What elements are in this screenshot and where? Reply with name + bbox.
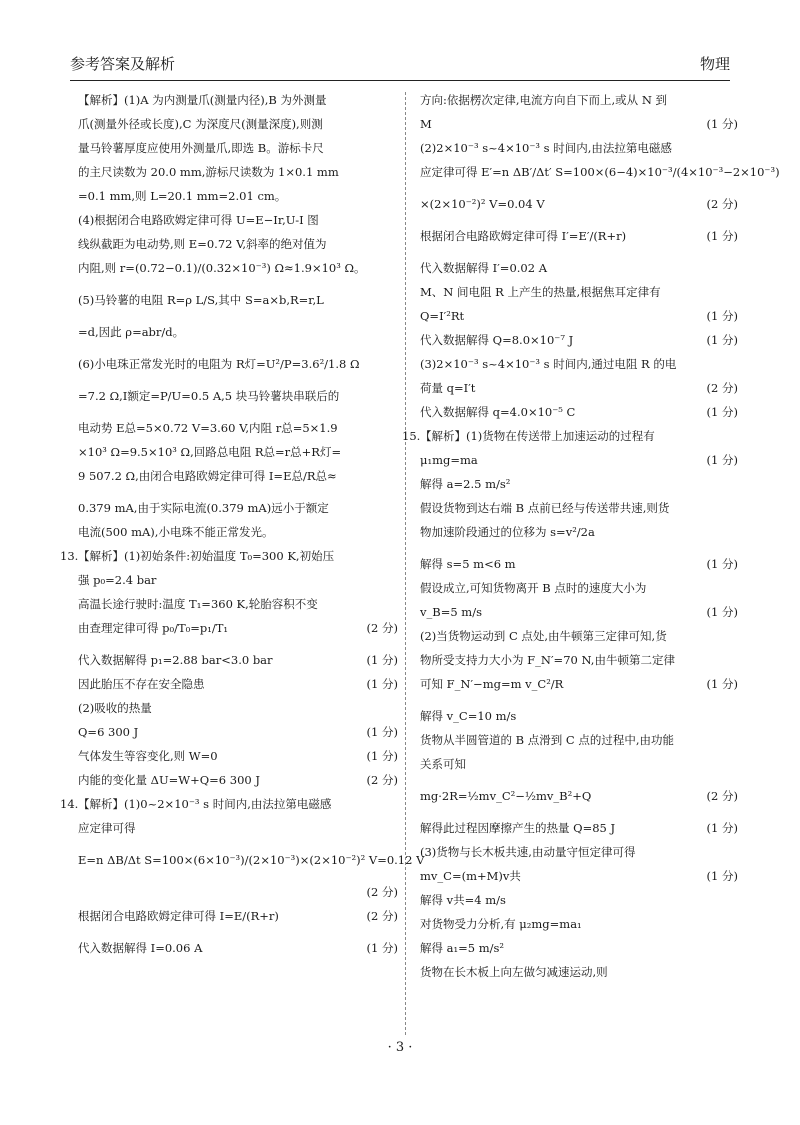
text-line [78, 116, 398, 132]
line-text: =0.1 mm,则 L=20.1 mm=2.01 cm。 [78, 189, 287, 203]
text-line [420, 356, 738, 372]
line-text: 因此胎压不存在安全隐患 [78, 677, 205, 691]
score: (2 分) [366, 909, 398, 923]
text-line [420, 652, 738, 668]
text-line [78, 188, 398, 204]
line-text: 代入数据解得 Q=8.0×10⁻⁷ J [420, 333, 574, 347]
line-text: 0.379 mA,由于实际电流(0.379 mA)远小于额定 [78, 501, 329, 515]
text-line [420, 380, 738, 396]
text-line [420, 140, 738, 156]
line-text: 【解析】(1)初始条件:初始温度 T₀=300 K,初始压 [78, 549, 335, 563]
line-text: 解得 a=2.5 m/s² [420, 477, 511, 491]
header-subject: 物理 [699, 55, 730, 73]
line-text: 荷量 q=I′t [420, 381, 476, 395]
score: (2 分) [706, 789, 738, 803]
line-text: 代入数据解得 I′=0.02 A [420, 261, 548, 275]
text-line [78, 852, 425, 868]
column-divider [405, 92, 406, 1035]
text-line [420, 844, 738, 860]
score: (2 分) [706, 381, 738, 395]
text-line [420, 604, 738, 620]
text-line [78, 652, 398, 668]
line-text: 根据闭合电路欧姆定律可得 I=E/(R+r) [78, 909, 279, 923]
text-line [78, 940, 398, 956]
header-title: 参考答案及解析 [70, 55, 176, 73]
line-text: 内阻,则 r=(0.72−0.1)/(0.32×10⁻³) Ω≈1.9×10³ Ω。 [78, 261, 366, 275]
line-text: (4)根据闭合电路欧姆定律可得 U=E−Ir,U-I 图 [78, 213, 319, 227]
line-text: 线纵截距为电动势,则 E=0.72 V,斜率的绝对值为 [78, 237, 327, 251]
text-line [78, 260, 398, 276]
line-text: 代入数据解得 p₁=2.88 bar<3.0 bar [78, 653, 273, 667]
page-number: · 3 · [387, 1040, 413, 1055]
score: (1 分) [706, 117, 738, 131]
text-line [420, 556, 738, 572]
line-text: (5)马铃薯的电阻 R=ρ L/S,其中 S=a×b,R=r,L [78, 293, 324, 307]
score: (1 分) [366, 725, 398, 739]
text-line [420, 196, 738, 212]
line-text: 强 p₀=2.4 bar [78, 573, 157, 587]
line-text: 方向:依据楞次定律,电流方向自下而上,或从 N 到 [420, 93, 668, 107]
line-text: M [420, 117, 432, 131]
line-text: 【解析】(1)0~2×10⁻³ s 时间内,由法拉第电磁感 [78, 797, 332, 811]
text-line [420, 500, 738, 516]
text-line [78, 500, 398, 516]
text-line [420, 284, 738, 300]
line-text: Q=6 300 J [78, 725, 139, 739]
text-line [420, 868, 738, 884]
line-text: 代入数据解得 I=0.06 A [78, 941, 203, 955]
line-text: 可知 F_N′−mg=m v_C²/R [420, 677, 564, 691]
text-line [78, 444, 398, 460]
text-line [420, 332, 738, 348]
text-line [420, 964, 738, 980]
line-text: 假设成立,可知货物离开 B 点时的速度大小为 [420, 581, 647, 595]
line-text: mv_C=(m+M)v共 [420, 869, 521, 883]
text-line [78, 620, 398, 636]
text-line [420, 476, 738, 492]
line-text: 的主尺读数为 20.0 mm,游标尺读数为 1×0.1 mm [78, 165, 339, 179]
line-text: 【解析】(1)货物在传送带上加速运动的过程有 [420, 429, 655, 443]
text-line [78, 884, 398, 900]
line-text: 解得 s=5 m<6 m [420, 557, 516, 571]
score: (1 分) [706, 333, 738, 347]
line-text: 应定律可得 [78, 821, 136, 835]
line-text: 【解析】(1)A 为内测量爪(测量内径),B 为外测量 [78, 93, 327, 107]
score: (2 分) [366, 773, 398, 787]
score: (1 分) [366, 677, 398, 691]
line-text: M、N 间电阻 R 上产生的热量,根据焦耳定律有 [420, 285, 661, 299]
score: (1 分) [706, 605, 738, 619]
text-line [420, 708, 738, 724]
text-line [420, 260, 738, 276]
line-text: 应定律可得 E′=n ΔB′/Δt′ S=100×(6−4)×10⁻³/(4×10⁻³−2×10⁻³) [420, 165, 780, 179]
text-line [420, 916, 738, 932]
text-line [78, 140, 398, 156]
text-line [78, 212, 398, 228]
line-text: mg·2R=½mv_C²−½mv_B²+Q [420, 789, 592, 803]
text-line [78, 236, 398, 252]
line-text: (3)2×10⁻³ s~4×10⁻³ s 时间内,通过电阻 R 的电 [420, 357, 677, 371]
line-text: (2)当货物运动到 C 点处,由牛顿第三定律可知,货 [420, 629, 667, 643]
text-line [420, 788, 738, 804]
text-line [420, 524, 738, 540]
text-line [420, 756, 738, 772]
text-line [78, 572, 398, 588]
line-text: 关系可知 [420, 757, 466, 771]
score: (1 分) [366, 749, 398, 763]
text-line [420, 116, 738, 132]
text-line [420, 404, 738, 420]
score: (1 分) [706, 677, 738, 691]
line-text: 内能的变化量 ΔU=W+Q=6 300 J [78, 773, 260, 787]
text-line [420, 308, 738, 324]
score: (1 分) [366, 653, 398, 667]
line-text: 物加速阶段通过的位移为 s=v²/2a [420, 525, 595, 539]
line-text: 物所受支持力大小为 F_N′=70 N,由牛顿第二定律 [420, 653, 675, 667]
right-column [402, 92, 780, 988]
line-text: ×10³ Ω=9.5×10³ Ω,回路总电阻 R总=r总+R灯= [78, 445, 342, 459]
line-text: 解得 a₁=5 m/s² [420, 941, 505, 955]
line-text: =7.2 Ω,I额定=P/U=0.5 A,5 块马铃薯块串联后的 [78, 389, 340, 403]
text-line [78, 748, 398, 764]
score: (1 分) [706, 453, 738, 467]
line-text: 根据闭合电路欧姆定律可得 I′=E′/(R+r) [420, 229, 627, 243]
line-text: 爪(测量外径或长度),C 为深度尺(测量深度),则测 [78, 117, 323, 131]
line-text: (2)2×10⁻³ s~4×10⁻³ s 时间内,由法拉第电磁感 [420, 141, 672, 155]
text-line [420, 820, 738, 836]
text-line [78, 724, 398, 740]
score: (1 分) [706, 405, 738, 419]
line-text: ×(2×10⁻²)² V=0.04 V [420, 197, 545, 211]
text-line [78, 524, 398, 540]
text-line [78, 820, 398, 836]
text-line [78, 324, 398, 340]
text-line [420, 676, 738, 692]
score: (2 分) [706, 197, 738, 211]
score: (1 分) [706, 869, 738, 883]
score: (1 分) [706, 229, 738, 243]
text-line [78, 468, 398, 484]
line-text: 假设货物到达右端 B 点前已经与传送带共速,则货 [420, 501, 670, 515]
text-line [78, 292, 398, 308]
text-line [420, 892, 738, 908]
text-line [60, 548, 398, 564]
line-text: 货物从半圆管道的 B 点滑到 C 点的过程中,由功能 [420, 733, 675, 747]
score: (2 分) [366, 621, 398, 635]
line-text: 由查理定律可得 p₀/T₀=p₁/T₁ [78, 621, 229, 635]
line-text: 货物在长木板上向左做匀减速运动,则 [420, 965, 608, 979]
line-text: E=n ΔB/Δt S=100×(6×10⁻³)/(2×10⁻³)×(2×10⁻²)² V=0.12 V [78, 853, 425, 867]
text-line [402, 428, 738, 444]
text-line [420, 92, 738, 108]
question-number: 15. [402, 429, 421, 443]
line-text: 代入数据解得 q=4.0×10⁻⁵ C [420, 405, 576, 419]
question-number: 14. [60, 797, 79, 811]
score: (1 分) [706, 309, 738, 323]
line-text: 电流(500 mA),小电珠不能正常发光。 [78, 525, 274, 539]
text-line [420, 228, 738, 244]
line-text: Q=I′²Rt [420, 309, 465, 323]
line-text: (6)小电珠正常发光时的电阻为 R灯=U²/P=3.6²/1.8 Ω [78, 357, 360, 371]
text-line [420, 580, 738, 596]
score: (1 分) [706, 821, 738, 835]
line-text: 解得此过程因摩擦产生的热量 Q=85 J [420, 821, 616, 835]
page-header [70, 50, 730, 81]
text-line [420, 164, 780, 180]
text-line [78, 92, 398, 108]
text-line [78, 388, 398, 404]
score: (1 分) [706, 557, 738, 571]
score: (1 分) [366, 941, 398, 955]
line-text: 气体发生等容变化,则 W=0 [78, 749, 218, 763]
line-text: 高温长途行驶时:温度 T₁=360 K,轮胎容积不变 [78, 597, 318, 611]
text-line [78, 772, 398, 788]
text-line [78, 700, 398, 716]
question-number: 13. [60, 549, 79, 563]
line-text: (3)货物与长木板共速,由动量守恒定律可得 [420, 845, 636, 859]
text-line [78, 420, 398, 436]
line-text: 电动势 E总=5×0.72 V=3.60 V,内阻 r总=5×1.9 [78, 421, 338, 435]
text-line [420, 732, 738, 748]
line-text: v_B=5 m/s [420, 605, 482, 619]
text-line [420, 940, 738, 956]
line-text: =d,因此 ρ=abr/d。 [78, 325, 185, 339]
text-line [60, 796, 398, 812]
line-text: 对货物受力分析,有 μ₂mg=ma₁ [420, 917, 582, 931]
text-line [78, 356, 398, 372]
line-text: μ₁mg=ma [420, 453, 478, 467]
text-line [78, 596, 398, 612]
text-line [78, 676, 398, 692]
line-text: 解得 v共=4 m/s [420, 893, 506, 907]
text-line [420, 452, 738, 468]
score: (2 分) [366, 885, 398, 899]
text-line [78, 164, 398, 180]
line-text: 解得 v_C=10 m/s [420, 709, 517, 723]
line-text: (2)吸收的热量 [78, 701, 152, 715]
text-line [420, 628, 738, 644]
text-line [78, 908, 398, 924]
line-text: 量马铃薯厚度应使用外测量爪,即选 B。游标卡尺 [78, 141, 324, 155]
line-text: 9 507.2 Ω,由闭合电路欧姆定律可得 I=E总/R总≈ [78, 469, 337, 483]
